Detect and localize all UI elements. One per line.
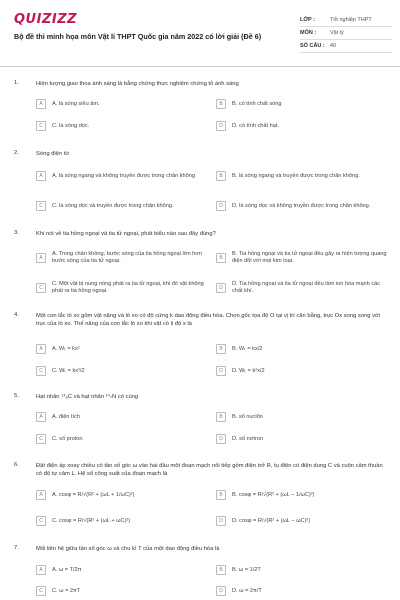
option-letter-box: C: [36, 434, 46, 444]
option-letter-box: D: [216, 283, 226, 293]
option-letter-box: A: [36, 412, 46, 422]
option-letter-box: A: [36, 490, 46, 500]
worksheet-title: Bộ đề thi minh họa môn Vật lí THPT Quốc gia năm 2022 có lời giải (Đề 6): [14, 32, 262, 41]
option-b[interactable]: [216, 488, 392, 502]
option-text: B. Wₜ = kx/2: [232, 345, 263, 352]
question-text: Sóng điện từ: [36, 151, 70, 157]
option-a[interactable]: [36, 342, 206, 356]
option-b[interactable]: [216, 166, 390, 186]
option-letter-box: C: [36, 516, 46, 526]
question-text: Đặt điện áp xoay chiều có tần số góc ω vào hai đầu một đoạn mạch nối tiếp gồm điện trở R, tụ điện có điện dung C và cuộn cảm thuần có độ tự cảm L. Hệ số công suất của đoạn mạch là: [36, 463, 383, 477]
option-letter-box: B: [216, 99, 226, 109]
option-text: A. là sóng ngang và không truyền được trong chân không: [52, 172, 196, 179]
option-a[interactable]: [36, 248, 212, 268]
option-letter-box: A: [36, 99, 46, 109]
option-text: C. là sóng dọc.: [52, 122, 90, 129]
option-text: C. số proton: [52, 435, 83, 442]
option-letter-box: D: [216, 586, 226, 596]
option-letter-box: D: [216, 434, 226, 444]
option-text: B. có tính chất sóng: [232, 100, 282, 107]
option-text: D. số nơtron: [232, 435, 264, 442]
meta-label: MÔN :: [300, 30, 317, 36]
option-c[interactable]: [36, 196, 206, 216]
meta-row-subject: [300, 27, 392, 40]
option-c[interactable]: [36, 278, 212, 298]
option-text: A. ω = T/2π: [52, 566, 82, 573]
option-c[interactable]: [36, 514, 212, 528]
option-text: C. ω = 2πT: [52, 587, 81, 594]
option-text: A. cosφ = R/√(R² + (ωL + 1/ωC)²): [52, 491, 135, 498]
option-text: C. Wₜ = kx²/2: [52, 367, 85, 374]
option-letter-box: D: [216, 516, 226, 526]
option-letter-box: C: [36, 201, 46, 211]
option-b[interactable]: [216, 410, 386, 424]
question-number: 4.: [14, 312, 19, 318]
option-letter-box: B: [216, 490, 226, 500]
worksheet-meta: [300, 14, 392, 53]
option-letter-box: B: [216, 171, 226, 181]
option-c[interactable]: [36, 364, 206, 378]
question-text: Mối liên hệ giữa tần số góc ω và chu kì T của một dao động điều hòa là: [36, 546, 220, 552]
question-text: Một con lắc lò xo gồm vật nặng và lò xo có độ cứng k dao động điều hòa. Chọn gốc tọa độ O tại vị trí cân bằng, trục Ox song song với trục của lò xo. Thế năng của con lắc lò xo khi vật có li độ x là: [36, 313, 381, 327]
option-text: B. Tia hồng ngoại và tia tử ngoại đều gây ra hiện tượng quang điện đối với mọi kim loại.: [232, 251, 387, 264]
option-text: A. là sóng siêu âm.: [52, 100, 100, 107]
option-d[interactable]: [216, 364, 386, 378]
meta-label: LỚP :: [300, 17, 315, 23]
option-d[interactable]: [216, 432, 386, 446]
option-d[interactable]: [216, 278, 390, 298]
option-text: D. là sóng dọc và không truyền được trong chân không.: [232, 202, 371, 209]
option-a[interactable]: [36, 410, 206, 424]
meta-value: Tốt nghiệp THPT: [330, 17, 372, 23]
worksheet-header: [0, 0, 400, 64]
option-b[interactable]: [216, 342, 386, 356]
option-letter-box: B: [216, 344, 226, 354]
option-letter-box: A: [36, 565, 46, 575]
question-number: 1.: [14, 80, 19, 86]
question-number: 6.: [14, 462, 19, 468]
meta-row-count: [300, 40, 392, 53]
option-text: D. Wₜ = k²x/2: [232, 367, 265, 374]
option-letter-box: B: [216, 253, 226, 263]
meta-row-class: [300, 14, 392, 27]
option-letter-box: C: [36, 586, 46, 596]
question-text: Hiện tượng giao thoa ánh sáng là bằng chứng thực nghiệm chứng tỏ ánh sáng: [36, 81, 239, 87]
option-letter-box: D: [216, 366, 226, 376]
option-c[interactable]: [36, 432, 206, 446]
option-letter-box: B: [216, 565, 226, 575]
option-a[interactable]: [36, 488, 212, 502]
option-text: A. Wₜ = kx²: [52, 345, 80, 352]
header-divider: [0, 66, 400, 67]
option-text: B. ω = 1/2T: [232, 566, 261, 573]
option-b[interactable]: [216, 97, 386, 111]
option-letter-box: B: [216, 412, 226, 422]
option-letter-box: D: [216, 121, 226, 131]
option-d[interactable]: [216, 584, 386, 598]
meta-value: Vật lý: [330, 30, 344, 36]
option-letter-box: C: [36, 283, 46, 293]
option-b[interactable]: [216, 563, 386, 577]
meta-value: 40: [330, 43, 337, 49]
option-text: C. Một vật bị nung nóng phát ra tia tử ngoại, khi đó vật không phát ra tia hồng ngoại.: [52, 281, 204, 294]
option-text: D. ω = 2π/T: [232, 587, 262, 594]
option-a[interactable]: [36, 166, 206, 186]
option-text: D. Tia hồng ngoại và tia tử ngoại đều làm ion hóa mạnh các chất khí.: [232, 281, 381, 294]
option-a[interactable]: [36, 97, 206, 111]
option-text: D. có tính chất hạt.: [232, 122, 279, 129]
option-c[interactable]: [36, 119, 206, 133]
option-letter-box: A: [36, 344, 46, 354]
question-number: 2.: [14, 150, 19, 156]
option-d[interactable]: [216, 196, 386, 216]
option-letter-box: A: [36, 253, 46, 263]
option-d[interactable]: [216, 514, 392, 528]
option-letter-box: C: [36, 121, 46, 131]
option-text: B. cosφ = R/√(R² + (ωL − 1/ωC)²): [232, 491, 315, 498]
option-text: A. Trong chân không, bước sóng của tia hồng ngoại lớn hơn bước sóng của tia tử ngoại.: [52, 251, 203, 264]
option-text: C. là sóng dọc và truyền được trong chân không.: [52, 202, 174, 209]
question-number: 5.: [14, 393, 19, 399]
option-letter-box: A: [36, 171, 46, 181]
quizizz-logo: QUIZIZZ: [14, 12, 78, 27]
question-number: 3.: [14, 230, 19, 236]
option-d[interactable]: [216, 119, 386, 133]
option-text: D. cosφ = R/√(R² + (ωL − ωC)²): [232, 517, 311, 524]
option-text: A. điện tích: [52, 413, 80, 420]
question-text: Hạt nhân ¹⁴₆C và hạt nhân ¹⁴₇N có cùng: [36, 394, 139, 400]
option-c[interactable]: [36, 584, 206, 598]
option-letter-box: D: [216, 201, 226, 211]
option-text: B. số nuclôn: [232, 413, 263, 420]
option-a[interactable]: [36, 563, 206, 577]
question-text: Khi nói về tia hồng ngoại và tia tử ngoại, phát biểu nào sau đây đúng?: [36, 231, 216, 237]
option-text: C. cosφ = R/√(R² + (ωL + ωC)²): [52, 517, 131, 524]
meta-label: SỐ CÂU :: [300, 43, 325, 49]
option-letter-box: C: [36, 366, 46, 376]
option-b[interactable]: [216, 248, 390, 268]
option-text: B. là sóng ngang và truyền được trong chân không.: [232, 172, 360, 179]
question-number: 7.: [14, 545, 19, 551]
